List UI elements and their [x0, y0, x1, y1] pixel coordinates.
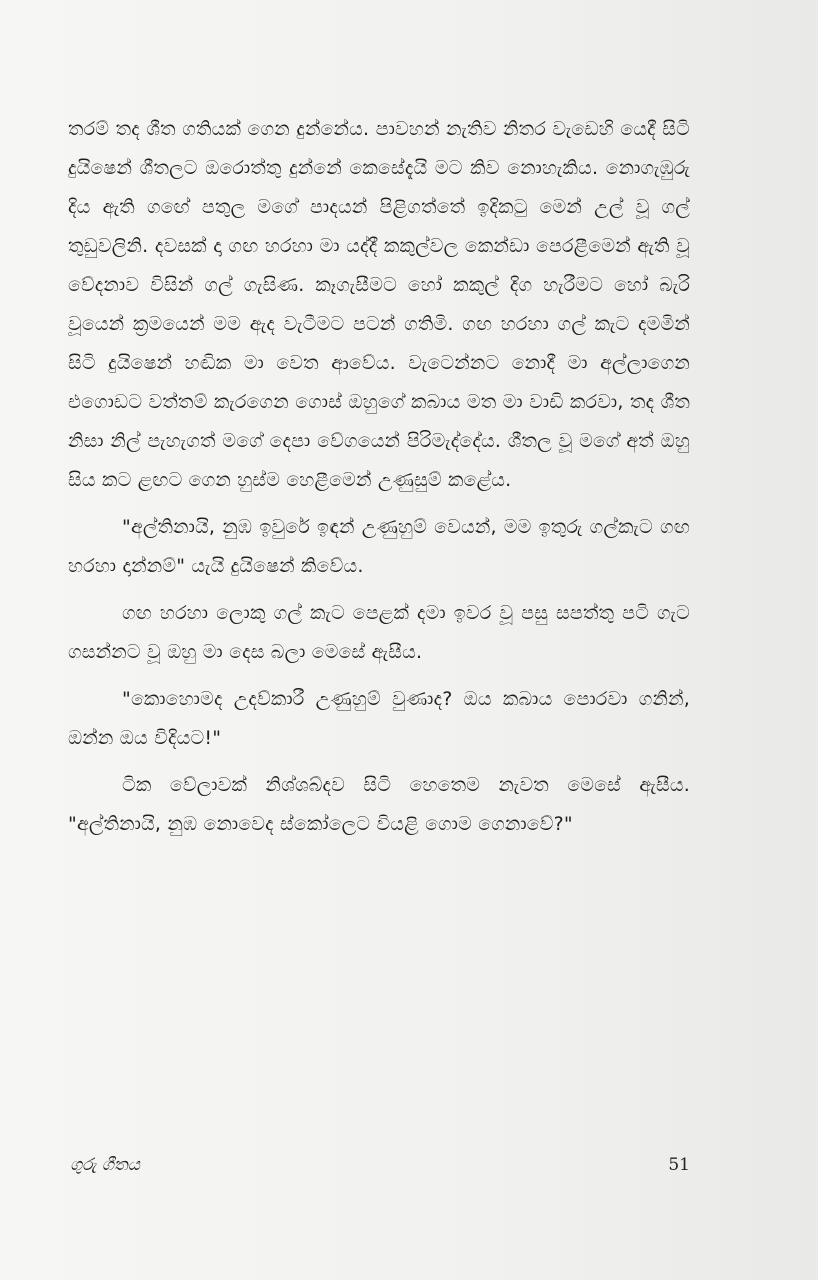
paragraph-3: ගඟ හරහා ලොකු ගල් කැට පෙළක් දමා ඉවර වූ පසු සපත්තු පටි ගැට ගසන්නට වූ ඔහු මා දෙස බලා මෙසේ ඇසීය.: [68, 602, 690, 663]
paragraph-2: "අල්තිනායි, නුඹ ඉවුරේ ඉඳන් උණුහුම් වෙයන්, මම ඉතුරු ගල්කැට ගඟ හරහා දාන්නම්" යැයි දුයිෂෙන් කිවේය.: [68, 516, 690, 577]
paragraph-1: තරම් තද ශීත ගතියක් ගෙන දුන්නේය. පාවහන් නැතිව නිතර වැඩෙහි යෙදී සිටි දුයිෂෙන් ශීතලට ඔරොත්තු දුන්නේ කෙසේදැයි මට කිව නොහැකිය. නොගැඹුරු දිය ඇති ගඟේ පතුල මගේ පාදයන් පිළිගත්තේ ඉදිකටු මෙන් උල් වූ ගල් තුඩුවලිනි. දවසක් දා ගඟ හරහා මා යද්දී කකුල්වල කෙන්ඩා පෙරළීමෙන් ඇති වූ වේදනාව විසින් ගල් ගැසිණ. කෑගැසීමට හෝ කකුල් දිග හැරීමට හෝ බැරි වූයෙන් ක්‍රමයෙන් මම ඇද වැටීමට පටන් ගතිමි. ගඟ හරහා ගල් කැට දමමින් සිටි දුයිෂෙන් හඬික මා වෙත ආවේය. වැටෙන්නට නොදී මා අල්ලාගෙන එගොඩට වත්තම් කැරගෙන ගොස් ඔහුගේ කබාය මත මා වාඩි කරවා, තද ශීත නිසා නිල් පැහැගත් මගේ දෙපා වේගයෙන් පිරිමැද්දේය. ශීතල වූ මගේ අත් ඔහු සිය කට ළඟට ගෙන හුස්ම හෙළීමෙන් උණුසුම් කළේය.: [68, 118, 690, 491]
paragraph-5: ටික වේලාවක් නිශ්ශබ්දව සිටි හෙතෙම නැවත මෙසේ ඇසීය. "අල්තිනායි, නුඹ නොවෙද ස්කෝලෙට වියළි ගොම ගෙනාවේ?": [68, 774, 690, 835]
page-footer: [70, 1155, 690, 1185]
page-number: 51: [668, 1155, 690, 1175]
running-title: ගුරු ගීතය: [70, 1155, 140, 1175]
paragraph-4: "කොහොමද උදව්කාරී උණුහුම් වුණාද? ඔය කබාය පොරවා ගනින්, ඔන්න ඔය විදියට!": [68, 688, 690, 749]
body-text: [68, 110, 690, 844]
